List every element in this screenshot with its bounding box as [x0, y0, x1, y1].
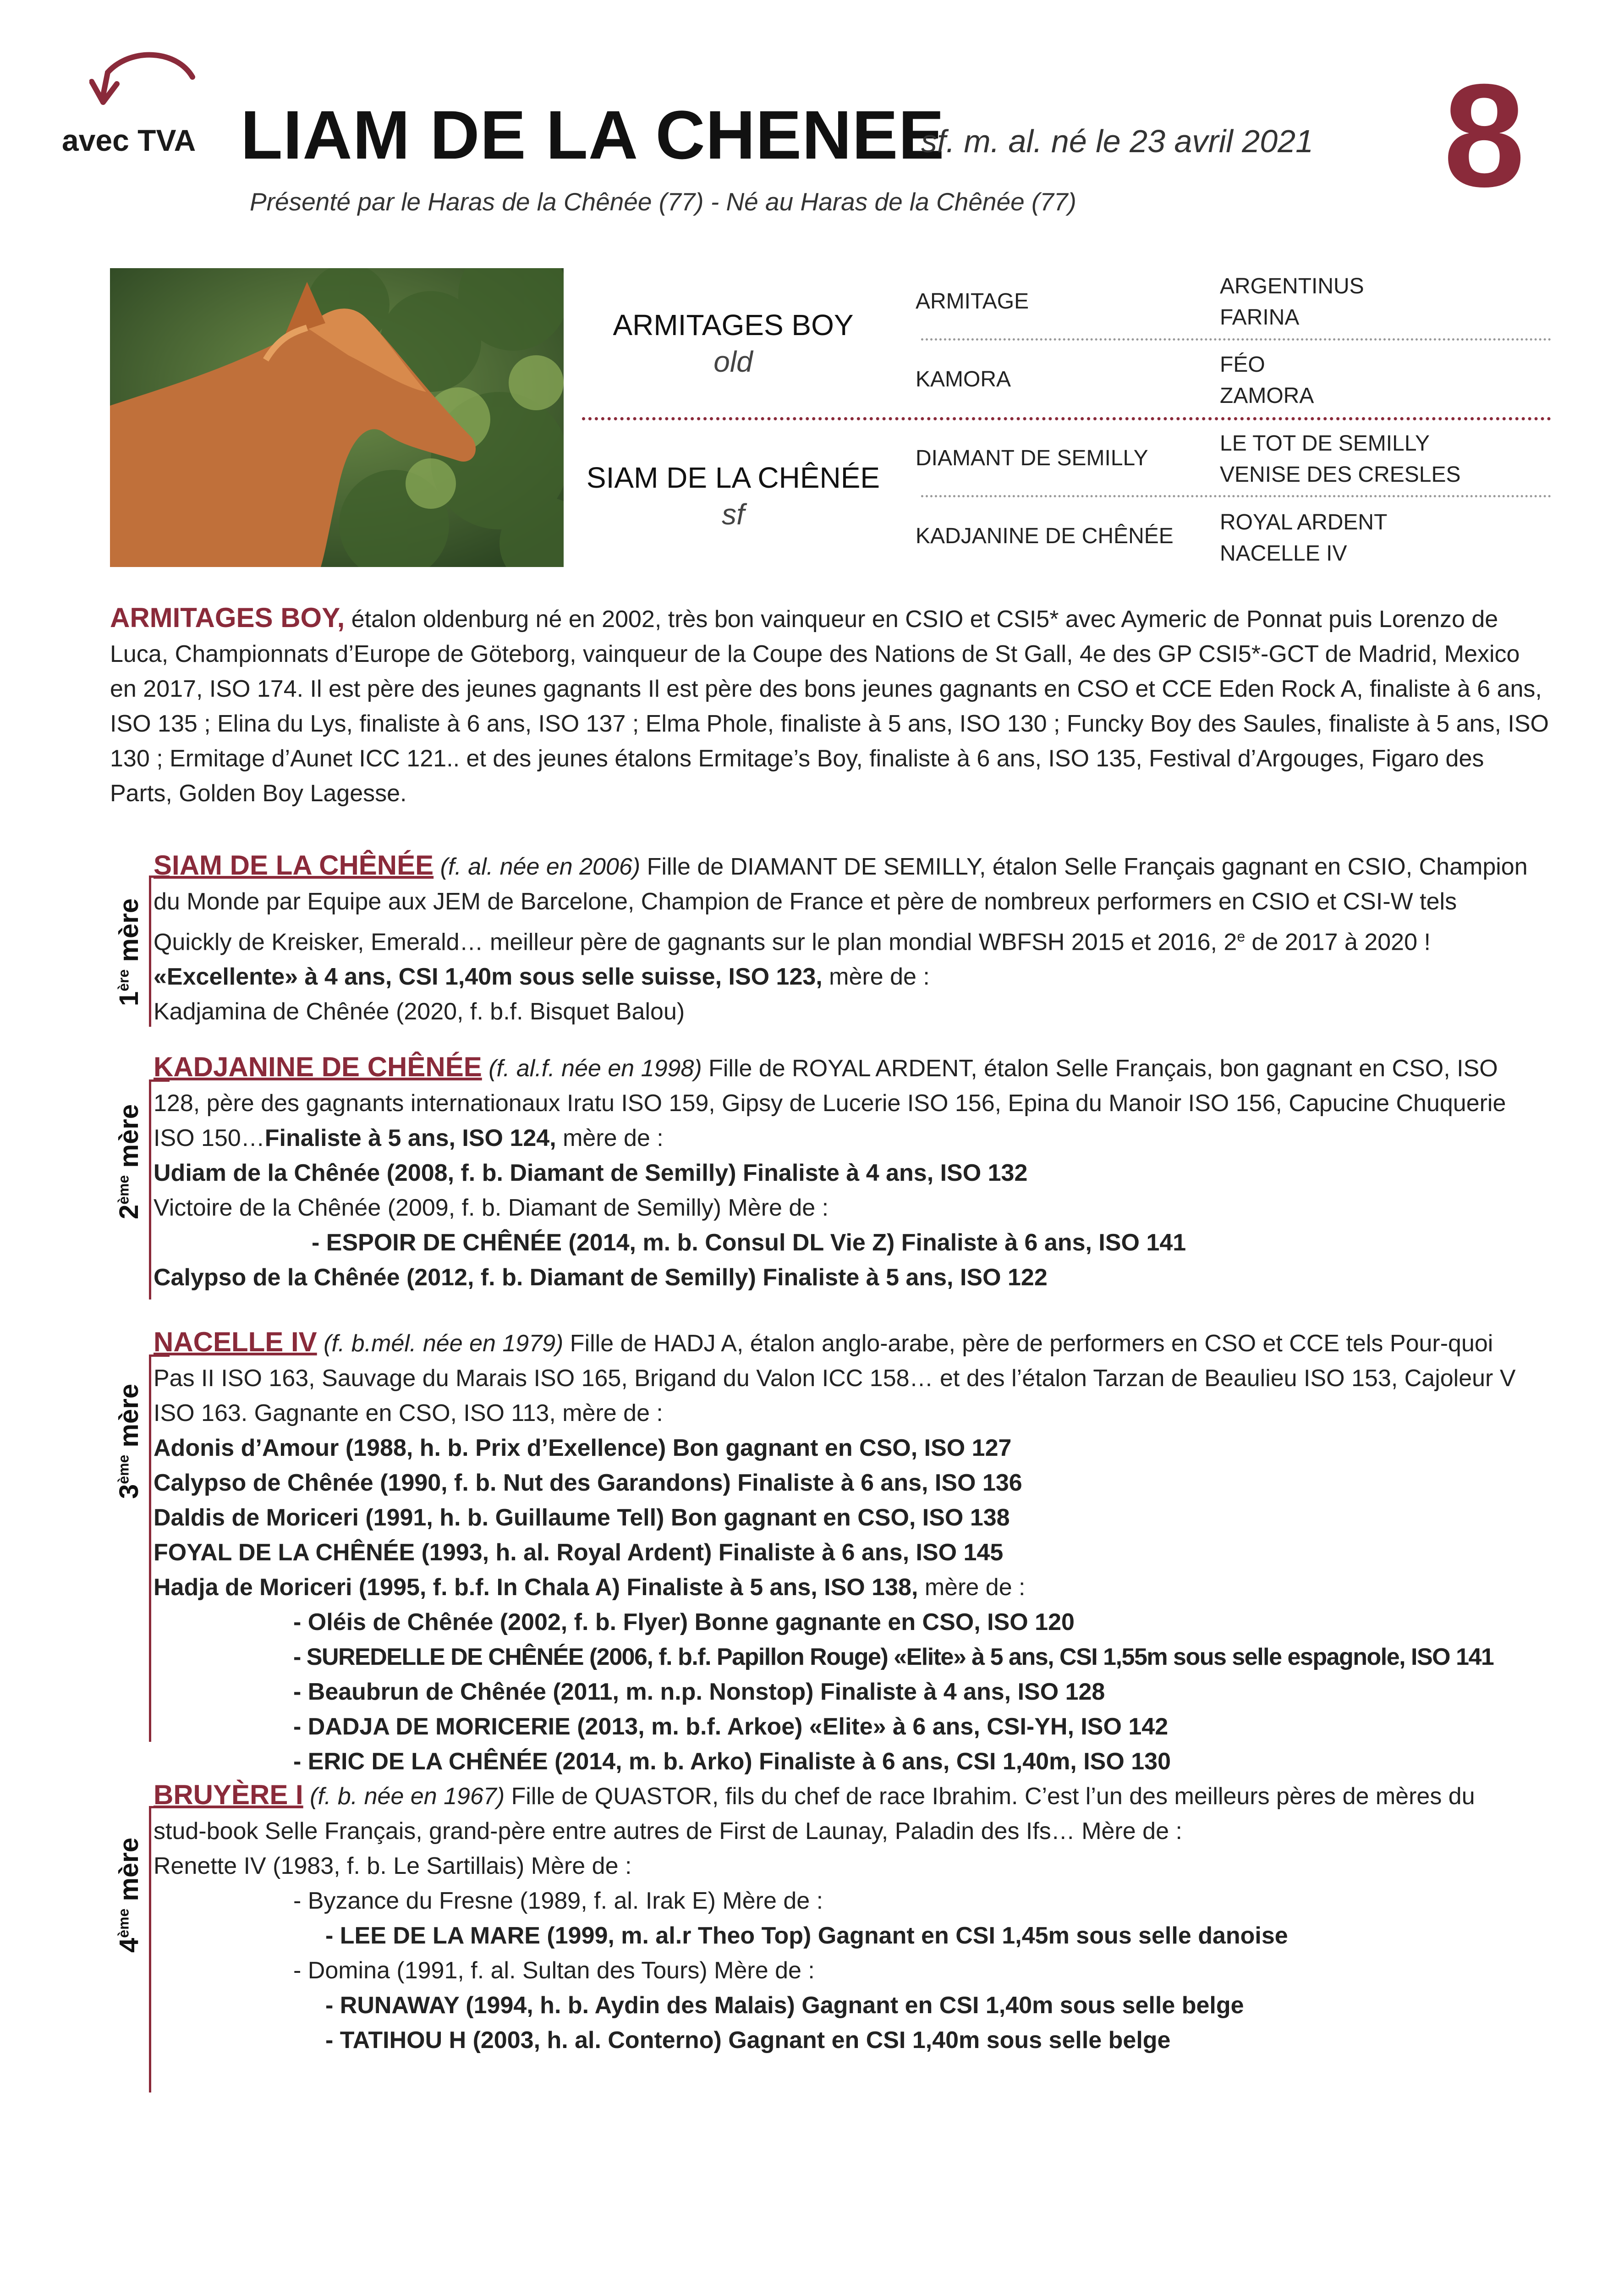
list-item: - Oléis de Chênée (2002, f. b. Flyer) Bonne gagnante en CSO, ISO 120 [293, 1609, 1075, 1635]
mere2-name: KADJANINE DE CHÊNÉE [154, 1052, 482, 1082]
tva-label: avec TVA [62, 123, 196, 157]
pedigree-divider-main [582, 417, 1551, 420]
pedigree-sire-breed: old [713, 345, 753, 378]
list-item: Victoire de la Chênée (2009, f. b. Diamant de Semilly) Mère de : [154, 1195, 829, 1221]
list-item: Daldis de Moriceri (1991, h. b. Guillaume Tell) Bon gagnant en CSO, ISO 138 [154, 1504, 1010, 1531]
mere1-section: SIAM DE LA CHÊNÉE (f. al. née en 2006) Fille de DIAMANT DE SEMILLY, étalon Selle Français gagnant en CSIO, Champion du Monde par Equipe aux JEM de Barcelone, Champion de France et père de nombreux performers en CSIO et CSI-W tels Quickly de Kreisker, Emerald… meilleur père de gagnants sur le plan mondial WBFSH 2015 et 2016, 2e de 2017 à 2020 ! «Excellente» à 4 ans, CSI 1,40m sous selle suisse, ISO 123, mère de : Kadjamina de Chênée (2020, f. b.f. Bisquet Balou) [154, 848, 1533, 1029]
pedigree-divider [921, 338, 1551, 341]
mere-label: 2ème mère [114, 1104, 144, 1219]
list-item: FOYAL DE LA CHÊNÉE (1993, h. al. Royal Ardent) Finaliste à 6 ans, ISO 145 [154, 1539, 1004, 1566]
list-item: Udiam de la Chênée (2008, f. b. Diamant de Semilly) Finaliste à 4 ans, ISO 132 [154, 1160, 1028, 1186]
list-item: - LEE DE LA MARE (1999, m. al.r Theo Top) Gagnant en CSI 1,45m sous selle danoise [325, 1922, 1288, 1949]
mere2-section: KADJANINE DE CHÊNÉE (f. al.f. née en 1998) Fille de ROYAL ARDENT, étalon Selle Français, bon gagnant en CSO, ISO 128, père des gagnants internationaux Iratu ISO 159, Gipsy de Lucerie ISO 156, Epina du Manoir ISO 156, Capucine Chuquerie ISO 150…Finaliste à 5 ans, ISO 124, mère de : Udiam de la Chênée (2008, f. b. Diamant de Semilly) Finaliste à 4 ans, ISO 132 Victoire de la Chênée (2009, f. b. Diamant de Semilly) Mère de : - ESPOIR DE CHÊNÉE (2014, m. b. Consul DL Vie Z) Finaliste à 6 ans, ISO 141 Calypso de la Chênée (2012, f. b. Diamant de Semilly) Finaliste à 5 ans, ISO 122 [154, 1050, 1533, 1295]
mere1-name: SIAM DE LA CHÊNÉE [154, 850, 434, 881]
pedigree-gen3-7: NACELLE IV [1220, 541, 1347, 566]
list-item: - DADJA DE MORICERIE (2013, m. b.f. Arkoe) «Elite» à 6 ans, CSI-YH, ISO 142 [293, 1713, 1169, 1740]
pedigree-gen2-2: DIAMANT DE SEMILLY [916, 446, 1148, 470]
pedigree-gen3-2: FÉO [1220, 352, 1265, 377]
section-bar [149, 1357, 151, 1742]
curved-arrow-icon [89, 45, 199, 114]
pedigree-dam: SIAM DE LA CHÊNÉE [586, 461, 880, 494]
section-bar [149, 878, 151, 1027]
mere4-section: BRUYÈRE I (f. b. née en 1967) Fille de QUASTOR, fils du chef de race Ibrahim. C’est l’un des meilleurs pères de mères du stud-book Selle Français, grand-père entre autres de First de Launay, Paladin des Ifs… Mère de : Renette IV (1983, f. b. Le Sartillais) Mère de : - Byzance du Fresne (1989, f. al. Irak E) Mère de : - LEE DE LA MARE (1999, m. al.r Theo Top) Gagnant en CSI 1,45m sous selle danoise - Domina (1991, f. al. Sultan des Tours) Mère de : - RUNAWAY (1994, h. b. Aydin des Malais) Gagnant en CSI 1,40m sous selle belge - TATIHOU H (2003, h. al. Conterno) Gagnant en CSI 1,40m sous selle belge [154, 1778, 1533, 2058]
list-item: - Domina (1991, f. al. Sultan des Tours) Mère de : [293, 1957, 815, 1984]
sire-name: ARMITAGES BOY, [110, 602, 345, 633]
pedigree-gen2-0: ARMITAGE [916, 289, 1029, 314]
horse-subtitle: sf. m. al. né le 23 avril 2021 [921, 123, 1313, 159]
presented-by: Présenté par le Haras de la Chênée (77) - Né au Haras de la Chênée (77) [250, 187, 1076, 216]
pedigree-gen3-0: ARGENTINUS [1220, 274, 1364, 298]
pedigree-gen2-3: KADJANINE DE CHÊNÉE [916, 524, 1174, 548]
list-item: Kadjamina de Chênée (2020, f. b.f. Bisquet Balou) [154, 998, 685, 1025]
list-item: - Beaubrun de Chênée (2011, m. n.p. Nonstop) Finaliste à 4 ans, ISO 128 [293, 1679, 1105, 1705]
list-item: Hadja de Moriceri (1995, f. b.f. In Chala A) Finaliste à 5 ans, ISO 138, mère de : [154, 1574, 1026, 1601]
sire-description: ARMITAGES BOY, étalon oldenburg né en 2002, très bon vainqueur en CSIO et CSI5* avec Aymeric de Ponnat puis Lorenzo de Luca, Championnats d’Europe de Göteborg, vainqueur de la Coupe des Nations de St Gall, 4e des GP CSI5*-GCT de Madrid, Mexico en 2017, ISO 174. Il est père des jeunes gagnants Il est père des bons jeunes gagnants en CSO et CCE Eden Rock A, finaliste à 6 ans, ISO 135 ; Elina du Lys, finaliste à 6 ans, ISO 137 ; Elma Phole, finaliste à 5 ans, ISO 130 ; Funcky Boy des Saules, finaliste à 5 ans, ISO 130 ; Ermitage d’Aunet ICC 121.. et des jeunes étalons Ermitage’s Boy, finaliste à 6 ans, ISO 135, Festival d’Argouges, Figaro des Parts, Golden Boy Lagesse. [110, 602, 1549, 807]
pedigree-gen2-1: KAMORA [916, 367, 1011, 391]
pedigree-gen3-6: ROYAL ARDENT [1220, 510, 1388, 534]
pedigree-sire: ARMITAGES BOY [613, 308, 854, 341]
horse-photo [110, 268, 564, 567]
section-bar [149, 1808, 151, 2092]
list-item: - ERIC DE LA CHÊNÉE (2014, m. b. Arko) Finaliste à 6 ans, CSI 1,40m, ISO 130 [293, 1748, 1171, 1775]
section-bar [149, 1082, 151, 1299]
pedigree-gen3-5: VENISE DES CRESLES [1220, 463, 1461, 487]
list-item: Renette IV (1983, f. b. Le Sartillais) Mère de : [154, 1853, 632, 1879]
pedigree-gen3-4: LE TOT DE SEMILLY [1220, 431, 1430, 456]
list-item: Adonis d’Amour (1988, h. b. Prix d’Exellence) Bon gagnant en CSO, ISO 127 [154, 1435, 1012, 1461]
mere3-name: NACELLE IV [154, 1327, 317, 1357]
pedigree-divider [921, 495, 1551, 497]
list-item: - ESPOIR DE CHÊNÉE (2014, m. b. Consul DL Vie Z) Finaliste à 6 ans, ISO 141 [312, 1229, 1186, 1256]
pedigree-gen3-1: FARINA [1220, 305, 1300, 330]
list-item: Calypso de Chênée (1990, f. b. Nut des Garandons) Finaliste à 6 ans, ISO 136 [154, 1470, 1022, 1496]
list-item: - SUREDELLE DE CHÊNÉE (2006, f. b.f. Papillon Rouge) «Elite» à 5 ans, CSI 1,55m sous selle espagnole, ISO 141 [293, 1644, 1494, 1670]
mere-label: 4ème mère [114, 1837, 144, 1953]
list-item: - TATIHOU H (2003, h. al. Conterno) Gagnant en CSI 1,40m sous selle belge [325, 2027, 1171, 2054]
horse-title: LIAM DE LA CHENEE [241, 96, 945, 173]
mere-label: 1ère mère [114, 898, 144, 1006]
list-item: - Byzance du Fresne (1989, f. al. Irak E) Mère de : [293, 1888, 823, 1914]
lot-number: 8 [1443, 53, 1525, 217]
mere-label: 3ème mère [114, 1383, 144, 1499]
list-item: Calypso de la Chênée (2012, f. b. Diamant de Semilly) Finaliste à 5 ans, ISO 122 [154, 1264, 1048, 1291]
pedigree-dam-breed: sf [722, 498, 745, 531]
mere3-section: NACELLE IV (f. b.mél. née en 1979) Fille de HADJ A, étalon anglo-arabe, père de performers en CSO et CCE tels Pour-quoi Pas II ISO 163, Sauvage du Marais ISO 165, Brigand du Valon ICC 158… et des l’étalon Tarzan de Beaulieu ISO 153, Cajoleur V ISO 163. Gagnante en CSO, ISO 113, mère de : Adonis d’Amour (1988, h. b. Prix d’Exellence) Bon gagnant en CSO, ISO 127 Calypso de Chênée (1990, f. b. Nut des Garandons) Finaliste à 6 ans, ISO 136 Daldis de Moriceri (1991, h. b. Guillaume Tell) Bon gagnant en CSO, ISO 138 FOYAL DE LA CHÊNÉE (1993, h. al. Royal Ardent) Finaliste à 6 ans, ISO 145 Hadja de Moriceri (1995, f. b.f. In Chala A) Finaliste à 5 ans, ISO 138, mère de : - Oléis de Chênée (2002, f. b. Flyer) Bonne gagnante en CSO, ISO 120 - SUREDELLE DE CHÊNÉE (2006, f. b.f. Papillon Rouge) «Elite» à 5 ans, CSI 1,55m sous selle espagnole, ISO 141 - Beaubrun de Chênée (2011, m. n.p. Nonstop) Finaliste à 4 ans, ISO 128 - DADJA DE MORICERIE (2013, m. b.f. Arkoe) «Elite» à 6 ans, CSI-YH, ISO 142 - ERIC DE LA CHÊNÉE (2014, m. b. Arko) Finaliste à 6 ans, CSI 1,40m, ISO 130 [154, 1325, 1533, 1779]
list-item: - RUNAWAY (1994, h. b. Aydin des Malais) Gagnant en CSI 1,40m sous selle belge [325, 1992, 1244, 2019]
mere4-name: BRUYÈRE I [154, 1779, 303, 1810]
pedigree-gen3-3: ZAMORA [1220, 384, 1314, 408]
